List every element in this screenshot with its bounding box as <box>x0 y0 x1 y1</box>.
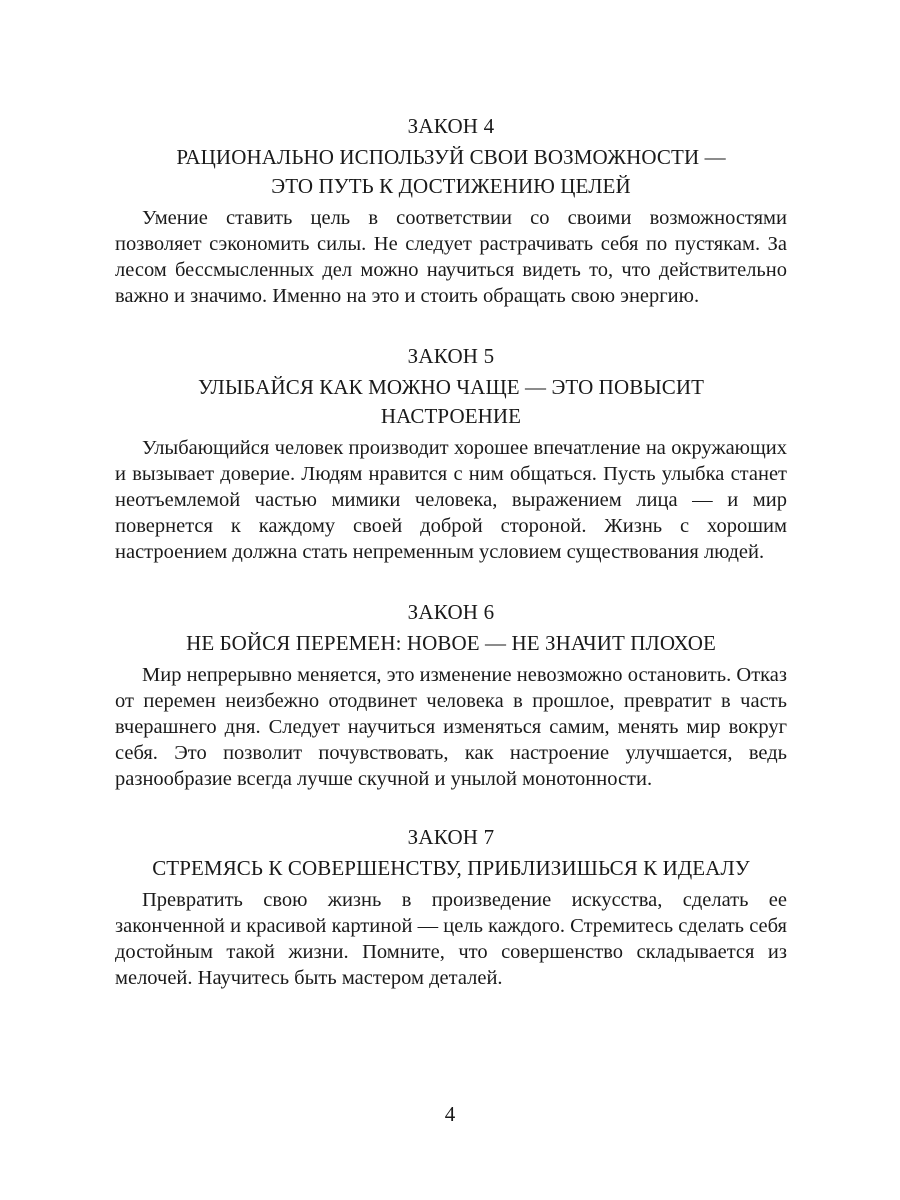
law-title-line: ЭТО ПУТЬ К ДОСТИЖЕНИЮ ЦЕЛЕЙ <box>271 174 631 198</box>
law-title-line: НЕ БОЙСЯ ПЕРЕМЕН: НОВОЕ — НЕ ЗНАЧИТ ПЛОХОЕ <box>186 631 716 655</box>
law-title <box>115 143 787 201</box>
law-number: ЗАКОН 4 <box>407 114 495 138</box>
law-section-5 <box>115 342 787 565</box>
page-number: 4 <box>444 1102 456 1126</box>
law-title-line: УЛЫБАЙСЯ КАК МОЖНО ЧАЩЕ — ЭТО ПОВЫСИТ <box>197 375 705 399</box>
law-body: Превратить свою жизнь в произведение искусства, сделать ее законченной и красивой картиной — цель каждого. Стремитесь сделать себя достойным такой жизни. Помните, что совершенство складывается из мелочей. Научитесь быть мастером деталей. <box>115 889 787 989</box>
law-title <box>115 373 787 431</box>
law-section-6 <box>115 598 787 792</box>
law-title <box>115 854 787 883</box>
page-content <box>115 112 787 991</box>
law-number: ЗАКОН 7 <box>407 825 495 849</box>
law-body: Мир непрерывно меняется, это изменение невозможно остановить. Отказ от перемен неизбежно отодвинет человека в прошлое, превратит в часть вчерашнего дня. Следует научиться изменяться самим, менять мир вокруг себя. Это позволит почувствовать, как настроение улучшается, ведь разнообразие всегда лучше скучной и унылой монотонности. <box>115 664 787 790</box>
law-section-7 <box>115 823 787 991</box>
law-title-line: СТРЕМЯСЬ К СОВЕРШЕНСТВУ, ПРИБЛИЗИШЬСЯ К ИДЕАЛУ <box>152 856 750 880</box>
law-title-line: РАЦИОНАЛЬНО ИСПОЛЬЗУЙ СВОИ ВОЗМОЖНОСТИ — <box>176 145 726 169</box>
law-body: Умение ставить цель в соответствии со своими возможностями позволяет сэкономить силы. Не следует растрачивать себя по пустякам. За лесом бессмысленных дел можно научиться видеть то, что действительно важно и значимо. Именно на это и стоить обращать свою энергию. <box>115 207 787 307</box>
law-section-4 <box>115 112 787 309</box>
law-title-line: НАСТРОЕНИЕ <box>380 404 522 428</box>
law-number: ЗАКОН 6 <box>407 600 495 624</box>
law-title <box>115 629 787 658</box>
law-number: ЗАКОН 5 <box>407 344 495 368</box>
law-body: Улыбающийся человек производит хорошее впечатление на окружающих и вызывает доверие. Людям нравится с ним общаться. Пусть улыбка станет неотъемлемой частью мимики человека, выражением лица — и мир повернется к каждому своей доброй стороной. Жизнь с хорошим настроением должна стать непременным условием существования людей. <box>115 437 787 563</box>
